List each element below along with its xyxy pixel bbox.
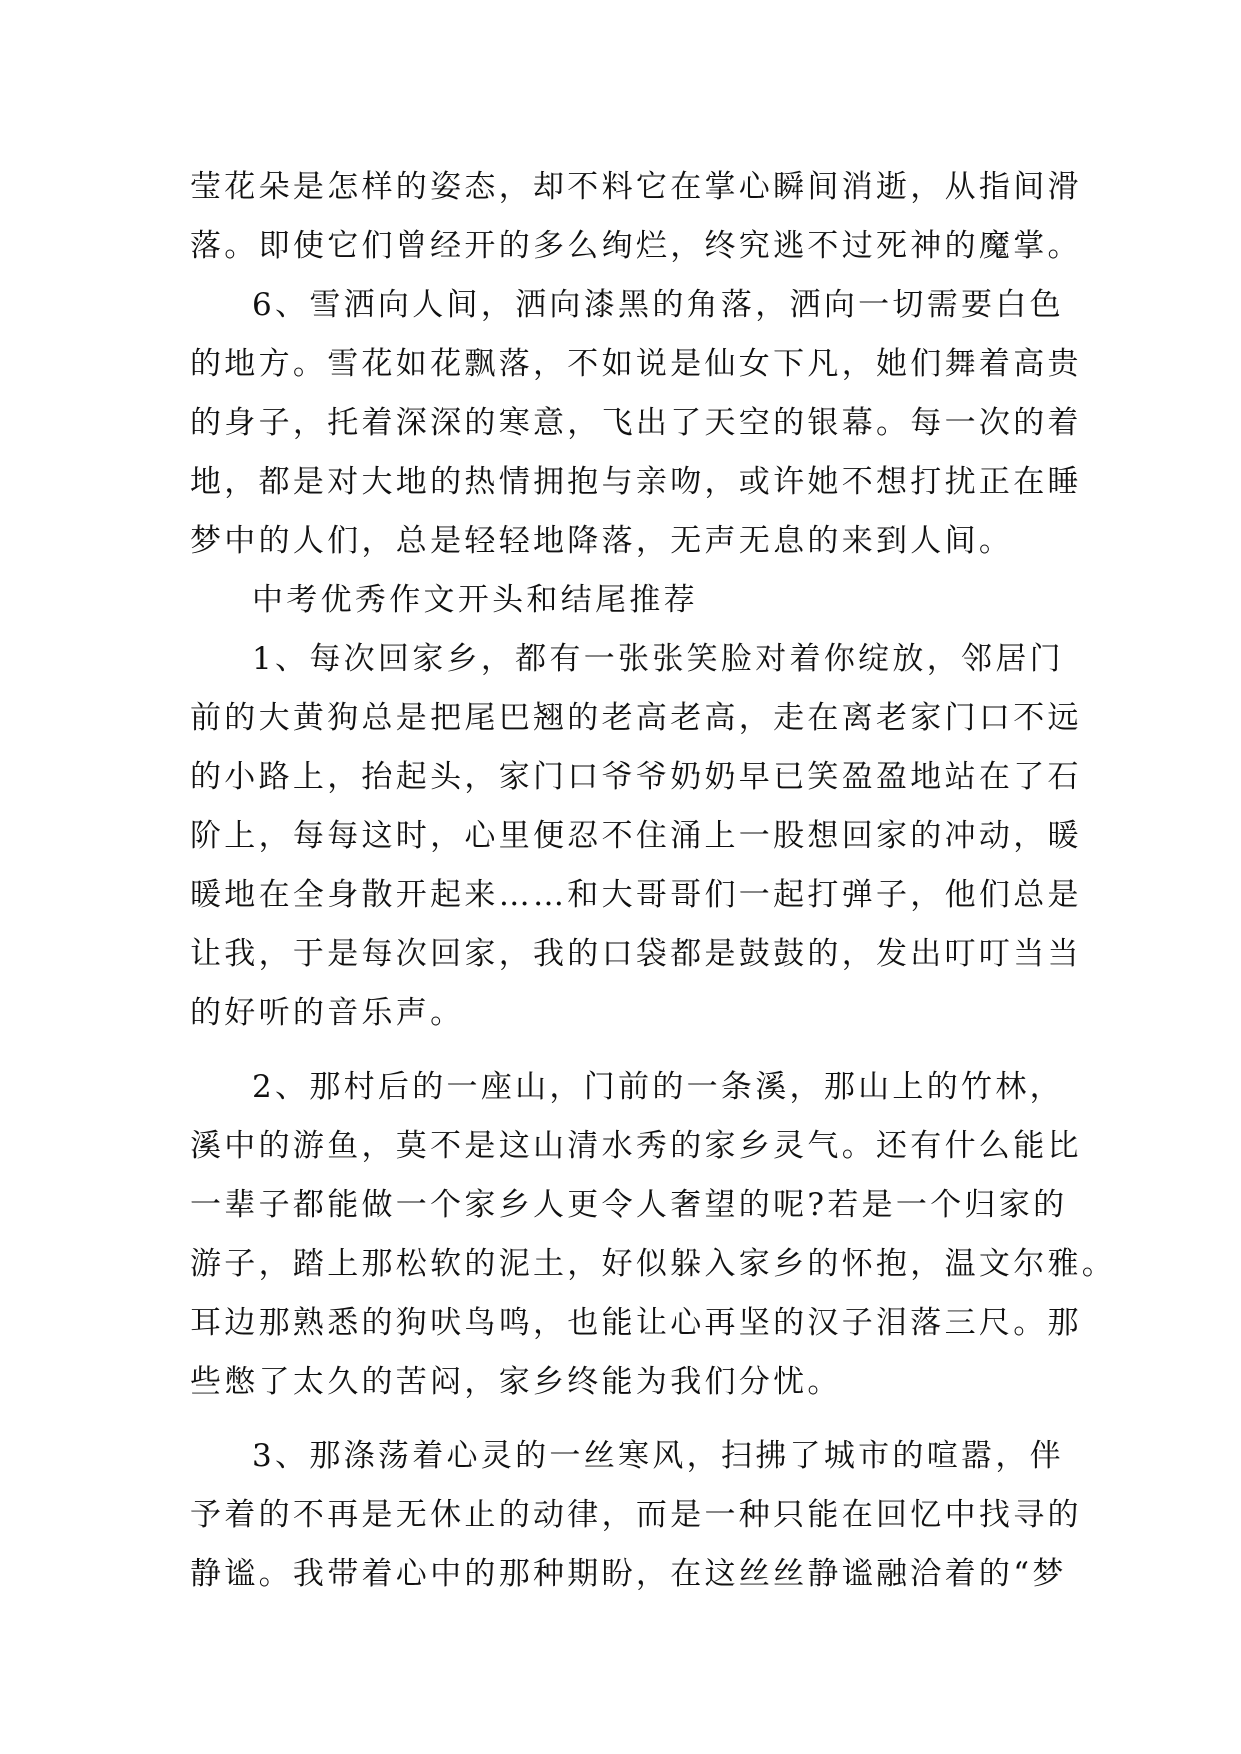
text-line: 游子，踏上那松软的泥土，好似躲入家乡的怀抱，温文尔雅。	[190, 1246, 1117, 1282]
text-line: 予着的不再是无休止的动律，而是一种只能在回忆中找寻的	[190, 1497, 1082, 1533]
text-line: 暖地在全身散开起来……和大哥哥们一起打弹子，他们总是	[190, 877, 1082, 913]
paragraph-2-start: 2、那村后的一座山，门前的一条溪，那山上的竹林，	[252, 1069, 1064, 1105]
text-line: 莹花朵是怎样的姿态，却不料它在掌心瞬间消逝，从指间滑	[190, 169, 1082, 205]
paragraph-6-start: 6、雪洒向人间，洒向漆黑的角落，洒向一切需要白色	[252, 287, 1064, 323]
paragraph-gap	[190, 1043, 1050, 1058]
paragraph-gap	[190, 1412, 1050, 1427]
text-line: 的好听的音乐声。	[190, 995, 465, 1031]
document-body	[190, 158, 1117, 1604]
text-line: 地，都是对大地的热情拥抱与亲吻，或许她不想打扰正在睡	[190, 464, 1082, 500]
text-line: 些憋了太久的苦闷，家乡终能为我们分忧。	[190, 1364, 842, 1400]
paragraph-3-start: 3、那涤荡着心灵的一丝寒风，扫拂了城市的喧嚣，伴	[252, 1438, 1064, 1474]
text-line: 的小路上，抬起头，家门口爷爷奶奶早已笑盈盈地站在了石	[190, 759, 1082, 795]
paragraph-1-start: 1、每次回家乡，都有一张张笑脸对着你绽放，邻居门	[252, 641, 1064, 677]
text-line: 的地方。雪花如花飘落，不如说是仙女下凡，她们舞着高贵	[190, 346, 1082, 382]
text-line: 让我，于是每次回家，我的口袋都是鼓鼓的，发出叮叮当当	[190, 936, 1082, 972]
text-line: 梦中的人们，总是轻轻地降落，无声无息的来到人间。	[190, 523, 1014, 559]
text-line: 静谧。我带着心中的那种期盼，在这丝丝静谧融洽着的“梦	[190, 1556, 1067, 1592]
section-heading: 中考优秀作文开头和结尾推荐	[252, 582, 698, 618]
text-line: 一辈子都能做一个家乡人更令人奢望的呢?若是一个归家的	[190, 1187, 1068, 1223]
text-line: 耳边那熟悉的狗吠鸟鸣，也能让心再坚的汉子泪落三尺。那	[190, 1305, 1082, 1341]
text-line: 阶上，每每这时，心里便忍不住涌上一股想回家的冲动，暖	[190, 818, 1082, 854]
text-line: 前的大黄狗总是把尾巴翘的老高老高，走在离老家门口不远	[190, 700, 1082, 736]
text-line: 的身子，托着深深的寒意，飞出了天空的银幕。每一次的着	[190, 405, 1082, 441]
text-line: 溪中的游鱼，莫不是这山清水秀的家乡灵气。还有什么能比	[190, 1128, 1082, 1164]
text-line: 落。即使它们曾经开的多么绚烂，终究逃不过死神的魔掌。	[190, 228, 1082, 264]
